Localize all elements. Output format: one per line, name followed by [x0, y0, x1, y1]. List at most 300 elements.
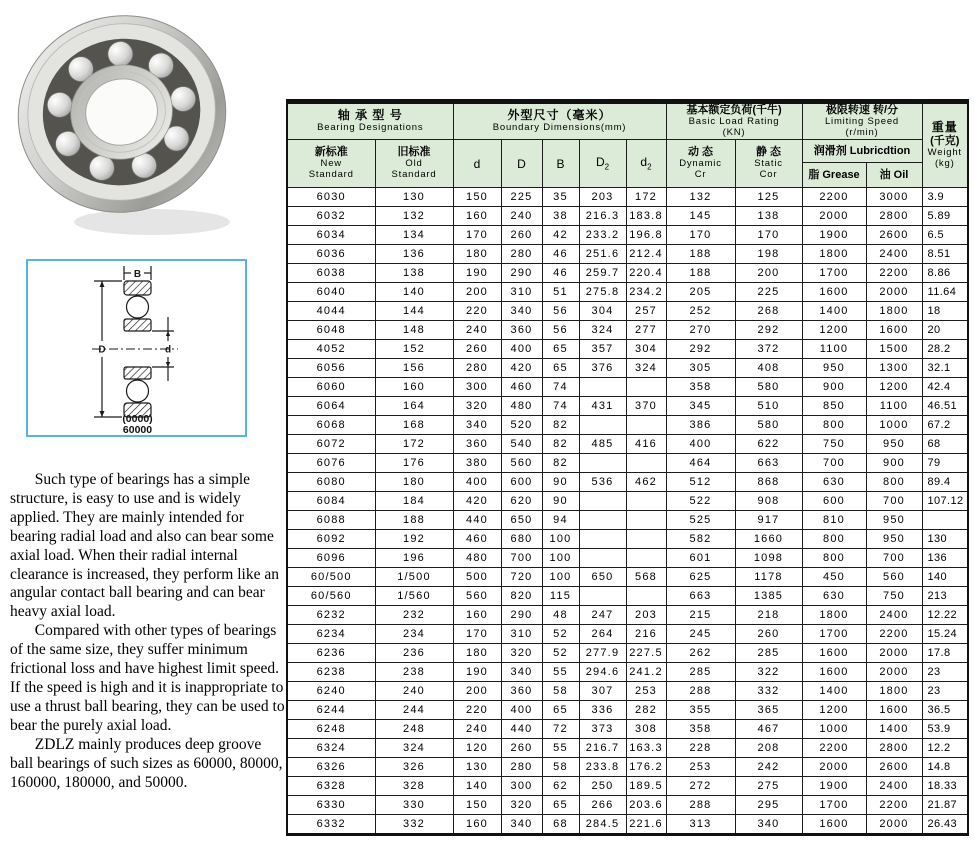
cell: 241.2 — [626, 663, 666, 682]
cell — [579, 454, 626, 473]
cell: 6096 — [287, 549, 375, 568]
cell: 238 — [375, 663, 453, 682]
cell — [626, 416, 666, 435]
cell: 536 — [579, 473, 626, 492]
cell: 386 — [666, 416, 735, 435]
cell: 65 — [542, 359, 579, 378]
cell: 90 — [542, 492, 579, 511]
cell: 148 — [375, 321, 453, 340]
table-row — [287, 720, 968, 739]
cell: 125 — [735, 188, 802, 207]
table-row — [287, 568, 968, 587]
cell: 480 — [453, 549, 501, 568]
cell: 245 — [666, 625, 735, 644]
cell: 260 — [735, 625, 802, 644]
cell: 370 — [626, 397, 666, 416]
cell: 1178 — [735, 568, 802, 587]
cell: 307 — [579, 682, 626, 701]
cell: 326 — [375, 758, 453, 777]
cell — [626, 454, 666, 473]
cell: 94 — [542, 511, 579, 530]
cell: 800 — [866, 473, 922, 492]
header-D: D — [501, 140, 542, 188]
cell: 190 — [453, 264, 501, 283]
cell: 100 — [542, 530, 579, 549]
table-row — [287, 435, 968, 454]
table-row — [287, 549, 968, 568]
table-row — [287, 492, 968, 511]
cell: 208 — [735, 739, 802, 758]
cell: 2600 — [866, 758, 922, 777]
cell: 58 — [542, 682, 579, 701]
table-row — [287, 815, 968, 835]
cell: 252 — [666, 302, 735, 321]
cell: 320 — [501, 644, 542, 663]
cell: 292 — [666, 340, 735, 359]
cell: 17.8 — [922, 644, 968, 663]
cell: 285 — [735, 644, 802, 663]
cell: 294.6 — [579, 663, 626, 682]
cell: 216.3 — [579, 207, 626, 226]
cell: 2000 — [866, 644, 922, 663]
cell: 190 — [453, 663, 501, 682]
table-row — [287, 644, 968, 663]
description-paragraph-1: Such type of bearings has a simple structure, is easy to use and is widely applied. They are mainly intended for bearing radial load and also can bear some axial load. When their radial internal clearance is increased, they perform like an angular contact ball bearing and can bear heavy axial load. — [10, 471, 279, 621]
cell: 440 — [501, 720, 542, 739]
cell: 58 — [542, 758, 579, 777]
cell: 6240 — [287, 682, 375, 701]
cell: 1200 — [802, 701, 866, 720]
cell: 55 — [542, 739, 579, 758]
cell: 2800 — [866, 207, 922, 226]
cell: 1600 — [802, 644, 866, 663]
cell: 431 — [579, 397, 626, 416]
cell: 60/500 — [287, 568, 375, 587]
cell: 285 — [666, 663, 735, 682]
cell: 355 — [666, 701, 735, 720]
header-boundary-dimensions: 外型尺寸（毫米） Boundary Dimensions(mm) — [453, 102, 666, 140]
cell: 580 — [735, 378, 802, 397]
cell: 582 — [666, 530, 735, 549]
cell: 203 — [626, 606, 666, 625]
cell: 268 — [735, 302, 802, 321]
cell: 15.24 — [922, 625, 968, 644]
table-row — [287, 796, 968, 815]
cell: 198 — [735, 245, 802, 264]
table-row — [287, 207, 968, 226]
cell: 1100 — [866, 397, 922, 416]
cell: 601 — [666, 549, 735, 568]
cell: 6076 — [287, 454, 375, 473]
cell: 150 — [453, 188, 501, 207]
cell: 6064 — [287, 397, 375, 416]
cell — [579, 378, 626, 397]
cell: 6068 — [287, 416, 375, 435]
cell: 700 — [802, 454, 866, 473]
description-paragraph-3: ZDLZ mainly produces deep groove ball bearings of such sizes as 60000, 80000, 160000, 180000, and 50000. — [10, 735, 283, 791]
cell: 360 — [501, 682, 542, 701]
table-row — [287, 397, 968, 416]
diagram-label-B: B — [133, 269, 142, 280]
cell: 868 — [735, 473, 802, 492]
cell: 580 — [735, 416, 802, 435]
table-row — [287, 587, 968, 606]
cell: 264 — [579, 625, 626, 644]
header-d: d — [453, 140, 501, 188]
cell: 46 — [542, 264, 579, 283]
cell: 310 — [501, 625, 542, 644]
cell: 6084 — [287, 492, 375, 511]
cell — [626, 587, 666, 606]
cell: 26.43 — [922, 815, 968, 835]
table-row — [287, 625, 968, 644]
cell: 82 — [542, 435, 579, 454]
table-row — [287, 283, 968, 302]
cell: 1600 — [866, 701, 922, 720]
cell: 360 — [453, 435, 501, 454]
cell: 8.51 — [922, 245, 968, 264]
cell: 560 — [501, 454, 542, 473]
cell: 11.64 — [922, 283, 968, 302]
description-paragraph-2: Compared with other types of bearings of the same size, they suffer minimum frictional loss and have highest limit speed. If the speed is high and it is inappropriate to use a thrust ball bearing, they can be used to bear the purely axial load. — [10, 622, 285, 734]
cell: 205 — [666, 283, 735, 302]
cell: 2200 — [866, 796, 922, 815]
cell: 568 — [626, 568, 666, 587]
cell: 107.12 — [922, 492, 968, 511]
cell: 18.33 — [922, 777, 968, 796]
cell: 4044 — [287, 302, 375, 321]
cell: 32.1 — [922, 359, 968, 378]
cell: 308 — [626, 720, 666, 739]
cell: 220 — [453, 701, 501, 720]
cell: 345 — [666, 397, 735, 416]
cell: 322 — [735, 663, 802, 682]
cell: 132 — [666, 188, 735, 207]
cell: 221.6 — [626, 815, 666, 835]
cell: 850 — [802, 397, 866, 416]
cell: 12.2 — [922, 739, 968, 758]
cell: 2000 — [866, 815, 922, 835]
cell: 1700 — [802, 264, 866, 283]
cell: 6248 — [287, 720, 375, 739]
cell: 380 — [453, 454, 501, 473]
header-basic-load-rating: 基本额定负荷(千牛) Basic Load Rating (KN) — [666, 102, 802, 140]
table-row — [287, 245, 968, 264]
cell: 134 — [375, 226, 453, 245]
cell: 240 — [501, 207, 542, 226]
cell: 2400 — [866, 777, 922, 796]
cell: 900 — [866, 454, 922, 473]
cell: 1660 — [735, 530, 802, 549]
cell: 250 — [579, 777, 626, 796]
cell: 220.4 — [626, 264, 666, 283]
header-oil: 油 Oil — [866, 163, 922, 188]
cell: 3000 — [866, 188, 922, 207]
cell: 236 — [375, 644, 453, 663]
cell: 240 — [375, 682, 453, 701]
cell: 60/560 — [287, 587, 375, 606]
cell: 53.9 — [922, 720, 968, 739]
cell: 1098 — [735, 549, 802, 568]
cell: 2000 — [866, 663, 922, 682]
cell: 520 — [501, 416, 542, 435]
cell: 180 — [375, 473, 453, 492]
cell: 420 — [453, 492, 501, 511]
table-header — [287, 102, 968, 188]
cell: 74 — [542, 378, 579, 397]
cell: 1800 — [802, 606, 866, 625]
cell: 6072 — [287, 435, 375, 454]
cell: 462 — [626, 473, 666, 492]
header-new-standard: 新标准 New Standard — [287, 140, 375, 188]
cell: 800 — [802, 530, 866, 549]
cell: 4052 — [287, 340, 375, 359]
cell — [626, 549, 666, 568]
cell: 1300 — [866, 359, 922, 378]
cell: 416 — [626, 435, 666, 454]
cell: 188 — [666, 245, 735, 264]
photo-shadow — [74, 209, 230, 235]
cell: 332 — [735, 682, 802, 701]
cell: 6234 — [287, 625, 375, 644]
header-dynamic-cr: 动 态 Dynamic Cr — [666, 140, 735, 188]
cell: 3.9 — [922, 188, 968, 207]
cell: 290 — [501, 264, 542, 283]
cell — [626, 511, 666, 530]
cell: 242 — [735, 758, 802, 777]
cell: 340 — [735, 815, 802, 835]
cell: 750 — [802, 435, 866, 454]
cell: 2000 — [802, 207, 866, 226]
bearing-diagram-art — [28, 261, 245, 435]
cell: 288 — [666, 682, 735, 701]
cell: 74 — [542, 397, 579, 416]
cell: 2200 — [866, 625, 922, 644]
cell — [626, 530, 666, 549]
cell: 68 — [922, 435, 968, 454]
cell: 400 — [501, 701, 542, 720]
cell: 100 — [542, 549, 579, 568]
cell: 1600 — [802, 283, 866, 302]
table-body — [287, 188, 968, 835]
cell: 6092 — [287, 530, 375, 549]
cell: 28.2 — [922, 340, 968, 359]
cell: 227.5 — [626, 644, 666, 663]
cell: 218 — [735, 606, 802, 625]
cell: 2000 — [866, 283, 922, 302]
cell: 136 — [922, 549, 968, 568]
cell: 908 — [735, 492, 802, 511]
cell: 630 — [802, 473, 866, 492]
cell: 130 — [922, 530, 968, 549]
cell: 203.6 — [626, 796, 666, 815]
cell: 1000 — [866, 416, 922, 435]
cell: 295 — [735, 796, 802, 815]
cell: 340 — [501, 815, 542, 835]
cell: 1900 — [802, 226, 866, 245]
cell: 89.4 — [922, 473, 968, 492]
cell: 257 — [626, 302, 666, 321]
cell: 42.4 — [922, 378, 968, 397]
cell: 1800 — [866, 682, 922, 701]
cell: 2400 — [866, 245, 922, 264]
cell: 140 — [922, 568, 968, 587]
cell: 284.5 — [579, 815, 626, 835]
cell: 1500 — [866, 340, 922, 359]
cell: 1385 — [735, 587, 802, 606]
cell: 1800 — [802, 245, 866, 264]
header-sub-row — [287, 140, 968, 163]
cell: 324 — [375, 739, 453, 758]
cell: 560 — [866, 568, 922, 587]
cell — [922, 511, 968, 530]
cell: 290 — [501, 606, 542, 625]
cell: 196 — [375, 549, 453, 568]
cell: 6332 — [287, 815, 375, 835]
cell: 540 — [501, 435, 542, 454]
cell: 1600 — [802, 815, 866, 835]
cell: 950 — [866, 435, 922, 454]
cell: 240 — [453, 720, 501, 739]
header-d2: $d_2$ — [626, 140, 666, 188]
cell: 180 — [453, 245, 501, 264]
cell: 357 — [579, 340, 626, 359]
cell: 2600 — [866, 226, 922, 245]
cell: 212.4 — [626, 245, 666, 264]
cell: 14.8 — [922, 758, 968, 777]
cell: 340 — [501, 302, 542, 321]
cell: 700 — [866, 549, 922, 568]
cell: 1200 — [802, 321, 866, 340]
cell: 247 — [579, 606, 626, 625]
cell: 1000 — [802, 720, 866, 739]
cell: 700 — [501, 549, 542, 568]
cell: 253 — [626, 682, 666, 701]
cell: 67.2 — [922, 416, 968, 435]
cell: 170 — [735, 226, 802, 245]
table-row — [287, 454, 968, 473]
cell: 120 — [453, 739, 501, 758]
cell: 132 — [375, 207, 453, 226]
header-B: B — [542, 140, 579, 188]
cell: 56 — [542, 321, 579, 340]
cell: 305 — [666, 359, 735, 378]
cell: 358 — [666, 720, 735, 739]
table-row — [287, 682, 968, 701]
table-row — [287, 758, 968, 777]
cell: 65 — [542, 796, 579, 815]
cell: 168 — [375, 416, 453, 435]
cell: 266 — [579, 796, 626, 815]
cell: 800 — [802, 416, 866, 435]
cell: 79 — [922, 454, 968, 473]
cell: 260 — [453, 340, 501, 359]
table-row — [287, 511, 968, 530]
cell: 248 — [375, 720, 453, 739]
table-row — [287, 739, 968, 758]
header-static-cor: 静 态 Static Cor — [735, 140, 802, 188]
diagram-caption-code: (0000) — [122, 413, 153, 425]
cell: 6088 — [287, 511, 375, 530]
cell: 35 — [542, 188, 579, 207]
cell: 65 — [542, 701, 579, 720]
cell: 203 — [579, 188, 626, 207]
cell: 100 — [542, 568, 579, 587]
cell: 340 — [453, 416, 501, 435]
description-text — [10, 471, 286, 792]
cell: 192 — [375, 530, 453, 549]
cell: 150 — [453, 796, 501, 815]
header-D2: $D_2$ — [579, 140, 626, 188]
cell: 336 — [579, 701, 626, 720]
cell: 277.9 — [579, 644, 626, 663]
cell: 2200 — [802, 188, 866, 207]
cell: 480 — [501, 397, 542, 416]
header-bearing-designations: 轴 承 型 号 Bearing Designations — [287, 102, 453, 140]
cell: 138 — [735, 207, 802, 226]
cell: 464 — [666, 454, 735, 473]
table-row — [287, 663, 968, 682]
cell: 160 — [375, 378, 453, 397]
header-grease: 脂 Grease — [802, 163, 866, 188]
cell: 65 — [542, 340, 579, 359]
cell: 216 — [626, 625, 666, 644]
table-row — [287, 264, 968, 283]
cell: 460 — [453, 530, 501, 549]
cell: 277 — [626, 321, 666, 340]
cell: 12.22 — [922, 606, 968, 625]
cell: 140 — [375, 283, 453, 302]
cell: 21.87 — [922, 796, 968, 815]
cell: 220 — [453, 302, 501, 321]
cell: 225 — [501, 188, 542, 207]
cell: 188 — [375, 511, 453, 530]
cell: 8.86 — [922, 264, 968, 283]
cell: 6036 — [287, 245, 375, 264]
cell: 460 — [501, 378, 542, 397]
cell: 38 — [542, 207, 579, 226]
cell: 2200 — [866, 264, 922, 283]
cell: 304 — [579, 302, 626, 321]
cell: 6038 — [287, 264, 375, 283]
cell: 750 — [866, 587, 922, 606]
cell: 400 — [666, 435, 735, 454]
cell: 275.8 — [579, 283, 626, 302]
cell: 196.8 — [626, 226, 666, 245]
cell: 1100 — [802, 340, 866, 359]
table-row — [287, 473, 968, 492]
cell: 82 — [542, 416, 579, 435]
cell: 163.3 — [626, 739, 666, 758]
cell: 170 — [453, 625, 501, 644]
cell: 130 — [375, 188, 453, 207]
cell: 6060 — [287, 378, 375, 397]
header-limiting-speed: 极限转速 转/分 Limiting Speed (r/min) — [802, 102, 922, 140]
cell: 6330 — [287, 796, 375, 815]
cell: 373 — [579, 720, 626, 739]
cell: 36.5 — [922, 701, 968, 720]
cell: 6040 — [287, 283, 375, 302]
cell: 300 — [501, 777, 542, 796]
cell: 485 — [579, 435, 626, 454]
cell: 170 — [666, 226, 735, 245]
cell — [579, 549, 626, 568]
cell: 240 — [453, 321, 501, 340]
table-row — [287, 378, 968, 397]
cell: 259.7 — [579, 264, 626, 283]
cell: 600 — [501, 473, 542, 492]
table-row — [287, 321, 968, 340]
